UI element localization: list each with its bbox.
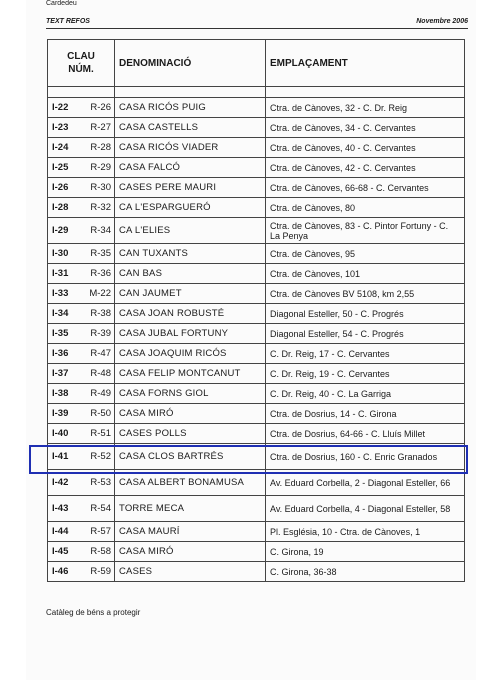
clau-i-code: I-39 — [48, 404, 80, 424]
clau-r-code: R-52 — [80, 444, 115, 470]
table-row — [48, 562, 465, 582]
emplacament-cell: C. Dr. Reig, 19 - C. Cervantes — [266, 364, 465, 384]
clau-r-code: R-36 — [80, 264, 115, 284]
table-row — [48, 324, 465, 344]
clau-r-code: R-26 — [80, 98, 115, 118]
clau-i-code: I-31 — [48, 264, 80, 284]
denominacio-cell: CASES PERE MAURI — [115, 178, 266, 198]
table-row — [48, 264, 465, 284]
denominacio-cell: CAN BAS — [115, 264, 266, 284]
emplacament-cell: Ctra. de Cànoves, 34 - C. Cervantes — [266, 118, 465, 138]
clau-r-code: R-57 — [80, 522, 115, 542]
table-row — [48, 444, 465, 470]
catalog-table — [47, 39, 465, 582]
clau-r-code: R-29 — [80, 158, 115, 178]
denominacio-cell: CASA MIRÓ — [115, 542, 266, 562]
emplacament-cell: Diagonal Esteller, 54 - C. Progrés — [266, 324, 465, 344]
document-page — [26, 0, 476, 680]
clau-i-code: I-24 — [48, 138, 80, 158]
denominacio-cell: CASA ALBERT BONAMUSA — [115, 470, 266, 496]
clau-i-code: I-29 — [48, 218, 80, 244]
emplacament-cell: C. Girona, 36-38 — [266, 562, 465, 582]
table-row — [48, 118, 465, 138]
denominacio-cell: CASA MAURÍ — [115, 522, 266, 542]
clau-i-code: I-35 — [48, 324, 80, 344]
denominacio-cell: CASA FORNS GIOL — [115, 384, 266, 404]
clau-r-code: R-38 — [80, 304, 115, 324]
clau-r-code: R-59 — [80, 562, 115, 582]
denominacio-cell: CASA RICÓS PUIG — [115, 98, 266, 118]
emplacament-cell: Ctra. de Cànoves, 83 - C. Pintor Fortuny - C. La Penya — [266, 218, 465, 244]
clau-r-code: R-54 — [80, 496, 115, 522]
clau-i-code: I-34 — [48, 304, 80, 324]
clau-r-code: R-35 — [80, 244, 115, 264]
table-row — [48, 244, 465, 264]
table-row — [48, 198, 465, 218]
denominacio-cell: CASES POLLS — [115, 424, 266, 444]
clau-i-code: I-22 — [48, 98, 80, 118]
document-date: Novembre 2006 — [416, 18, 468, 25]
table-row — [48, 344, 465, 364]
clau-i-code: I-43 — [48, 496, 80, 522]
emplacament-cell: Ctra. de Dosrius, 64-66 - C. Lluís Millet — [266, 424, 465, 444]
clau-r-code: R-30 — [80, 178, 115, 198]
clau-i-code: I-33 — [48, 284, 80, 304]
table-row — [48, 178, 465, 198]
emplacament-cell: C. Dr. Reig, 17 - C. Cervantes — [266, 344, 465, 364]
footer-caption: Catàleg de béns a protegir — [46, 608, 141, 617]
clau-r-code: R-48 — [80, 364, 115, 384]
clau-r-code: R-53 — [80, 470, 115, 496]
denominacio-cell: CASA MIRÓ — [115, 404, 266, 424]
emplacament-header: EMPLAÇAMENT — [266, 40, 465, 87]
clau-i-code: I-30 — [48, 244, 80, 264]
emplacament-cell: C. Girona, 19 — [266, 542, 465, 562]
emplacament-cell: Ctra. de Cànoves, 80 — [266, 198, 465, 218]
clau-i-code: I-46 — [48, 562, 80, 582]
denominacio-header: DENOMINACIÓ — [115, 40, 266, 87]
clau-i-code: I-42 — [48, 470, 80, 496]
denominacio-cell: CASA JOAQUIM RICÓS — [115, 344, 266, 364]
clau-r-code: R-27 — [80, 118, 115, 138]
clau-r-code: M-22 — [80, 284, 115, 304]
clau-i-code: I-36 — [48, 344, 80, 364]
spacer-row — [48, 87, 465, 98]
emplacament-cell: Diagonal Esteller, 50 - C. Progrés — [266, 304, 465, 324]
clau-i-code: I-45 — [48, 542, 80, 562]
denominacio-cell: CA L'ESPARGUERÓ — [115, 198, 266, 218]
clau-r-code: R-39 — [80, 324, 115, 344]
clau-r-code: R-34 — [80, 218, 115, 244]
table-row — [48, 470, 465, 496]
clau-i-code: I-26 — [48, 178, 80, 198]
table-row — [48, 158, 465, 178]
clau-i-code: I-23 — [48, 118, 80, 138]
table-row — [48, 304, 465, 324]
emplacament-cell: Ctra. de Cànoves, 32 - C. Dr. Reig — [266, 98, 465, 118]
emplacament-cell: Ctra. de Dosrius, 160 - C. Enric Granados — [266, 444, 465, 470]
emplacament-cell: Ctra. de Dosrius, 14 - C. Girona — [266, 404, 465, 424]
clau-i-code: I-37 — [48, 364, 80, 384]
table-header-row — [48, 40, 465, 87]
denominacio-cell: CASA CLOS BARTRÉS — [115, 444, 266, 470]
emplacament-cell: Ctra. de Cànoves BV 5108, km 2,55 — [266, 284, 465, 304]
denominacio-cell: CASA FELIP MONTCANUT — [115, 364, 266, 384]
emplacament-cell: Av. Eduard Corbella, 2 - Diagonal Esteller, 66 — [266, 470, 465, 496]
document-label: TEXT REFOS — [46, 18, 90, 25]
header-rule — [46, 28, 468, 29]
denominacio-cell: TORRE MECA — [115, 496, 266, 522]
clau-i-code: I-44 — [48, 522, 80, 542]
emplacament-cell: Ctra. de Cànoves, 95 — [266, 244, 465, 264]
clau-i-code: I-28 — [48, 198, 80, 218]
clau-i-code: I-38 — [48, 384, 80, 404]
emplacament-cell: Ctra. de Cànoves, 101 — [266, 264, 465, 284]
clau-num-header — [48, 40, 115, 87]
emplacament-cell: Ctra. de Cànoves, 42 - C. Cervantes — [266, 158, 465, 178]
emplacament-cell: Av. Eduard Corbella, 4 - Diagonal Esteller, 58 — [266, 496, 465, 522]
clau-r-code: R-58 — [80, 542, 115, 562]
table-row — [48, 542, 465, 562]
emplacament-cell: Pl. Església, 10 - Ctra. de Cànoves, 1 — [266, 522, 465, 542]
table-row — [48, 424, 465, 444]
denominacio-cell: CASA JUBAL FORTUNY — [115, 324, 266, 344]
emplacament-cell: Ctra. de Cànoves, 66-68 - C. Cervantes — [266, 178, 465, 198]
clau-i-code: I-25 — [48, 158, 80, 178]
emplacament-cell: C. Dr. Reig, 40 - C. La Garriga — [266, 384, 465, 404]
clau-r-code: R-51 — [80, 424, 115, 444]
clau-i-code: I-40 — [48, 424, 80, 444]
table-row — [48, 522, 465, 542]
emplacament-cell: Ctra. de Cànoves, 40 - C. Cervantes — [266, 138, 465, 158]
table-row — [48, 284, 465, 304]
table-row — [48, 138, 465, 158]
denominacio-cell: CASA JOAN ROBUSTÉ — [115, 304, 266, 324]
table-row — [48, 384, 465, 404]
municipality-label: Cardedeu — [46, 0, 77, 7]
denominacio-cell: CASES — [115, 562, 266, 582]
clau-r-code: R-32 — [80, 198, 115, 218]
denominacio-cell: CASA FALCÓ — [115, 158, 266, 178]
table-row — [48, 98, 465, 118]
denominacio-cell: CAN TUXANTS — [115, 244, 266, 264]
clau-header-line2: NÚM. — [68, 64, 94, 75]
table-row — [48, 218, 465, 244]
table-row — [48, 364, 465, 384]
denominacio-cell: CAN JAUMET — [115, 284, 266, 304]
clau-r-code: R-50 — [80, 404, 115, 424]
clau-i-code: I-41 — [48, 444, 80, 470]
clau-header-line1: CLAU — [67, 51, 95, 62]
clau-r-code: R-49 — [80, 384, 115, 404]
denominacio-cell: CASA RICÓS VIADER — [115, 138, 266, 158]
clau-r-code: R-47 — [80, 344, 115, 364]
denominacio-cell: CA L'ELIES — [115, 218, 266, 244]
denominacio-cell: CASA CASTELLS — [115, 118, 266, 138]
table-row — [48, 404, 465, 424]
table-row — [48, 496, 465, 522]
clau-r-code: R-28 — [80, 138, 115, 158]
